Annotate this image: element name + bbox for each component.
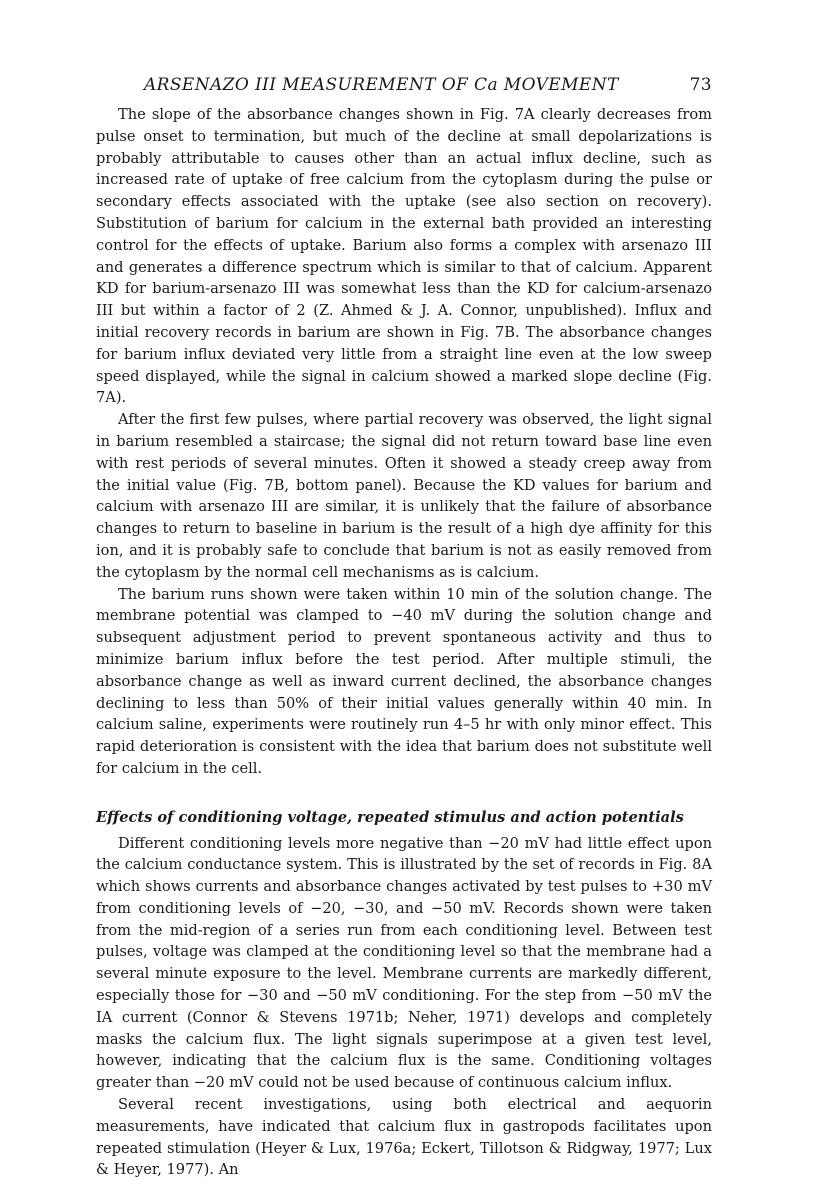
paragraph-staircase-signal: After the first few pulses, where partial recovery was observed, the light signal in barium resembled a staircase; the signal did not return toward base line even with rest periods of several minutes. Often it showed a steady creep away from the initial value (Fig. 7B, bottom panel). Because the KD values for barium and calcium with arsenazo III are similar, it is unlikely that the failure of absorbance changes to return to baseline in barium is the result of a high dye affinity for this ion, and it is probably safe to conclude that barium is not as easily removed from the cytoplasm by the normal cell mechanisms as is calcium. [96, 411, 712, 581]
section-heading: Effects of conditioning voltage, repeated stimulus and action potentials [96, 808, 684, 826]
paragraph-conditioning-levels: Different conditioning levels more negative than −20 mV had little effect upon the calcium conductance system. This is illustrated by the set of records in Fig. 8A which shows currents and absorbance changes activated by test pulses to +30 mV from conditioning levels of −20, −30, and −50 mV. Records shown were taken from the mid-region of a series run from each conditioning level. Between test pulses, voltage was clamped at the conditioning level so that the membrane had a several minute exposure to the level. Membrane currents are markedly different, especially those for −30 and −50 mV conditioning. For the step from −50 mV the IA current (Connor & Stevens 1971b; Neher, 1971) develops and completely masks the calcium flux. The light signals superimpose at a given test level, however, indicating that the calcium flux is the same. Conditioning voltages greater than −20 mV could not be used because of continuous calcium influx. [96, 834, 712, 1092]
running-title: ARSENAZO III MEASUREMENT OF Ca MOVEMENT [144, 75, 619, 95]
article-body [96, 104, 712, 1181]
paragraph-barium-substitution: The slope of the absorbance changes shown in Fig. 7A clearly decreases from pulse onset to termination, but much of the decline at small depolarizations is probably attributable to causes other than an actual influx decline, such as increased rate of uptake of free calcium from the cytoplasm during the pulse or secondary effects associated with the uptake (see also section on recovery). Substitution of barium for calcium in the external bath provided an interesting control for the effects of uptake. Barium also forms a complex with arsenazo III and generates a difference spectrum which is similar to that of calcium. Apparent KD for barium-arsenazo III was somewhat less than the KD for calcium-arsenazo III but within a factor of 2 (Z. Ahmed & J. A. Connor, unpublished). Influx and initial recovery records in barium are shown in Fig. 7B. The absorbance changes for barium influx deviated very little from a straight line even at the low sweep speed displayed, while the signal in calcium showed a marked slope decline (Fig. 7A). [96, 106, 712, 407]
running-head [96, 70, 712, 100]
paragraph-facilitation: Several recent investigations, using both electrical and aequorin measurements, have indicated that calcium flux in gastropods facilitates upon repeated stimulation (Heyer & Lux, 1976a; Eckert, Tillotson & Ridgway, 1977; Lux & Heyer, 1977). An [96, 1096, 712, 1179]
paragraph-barium-runs: The barium runs shown were taken within 10 min of the solution change. The membrane potential was clamped to −40 mV during the solution change and subsequent adjustment period to prevent spontaneous activity and thus to minimize barium influx before the test period. After multiple stimuli, the absorbance change as well as inward current declined, the absorbance changes declining to less than 50% of their initial values generally within 40 min. In calcium saline, experiments were routinely run 4–5 hr with only minor effect. This rapid deterioration is consistent with the idea that barium does not substitute well for calcium in the cell. [96, 585, 712, 777]
page-number: 73 [689, 75, 712, 95]
